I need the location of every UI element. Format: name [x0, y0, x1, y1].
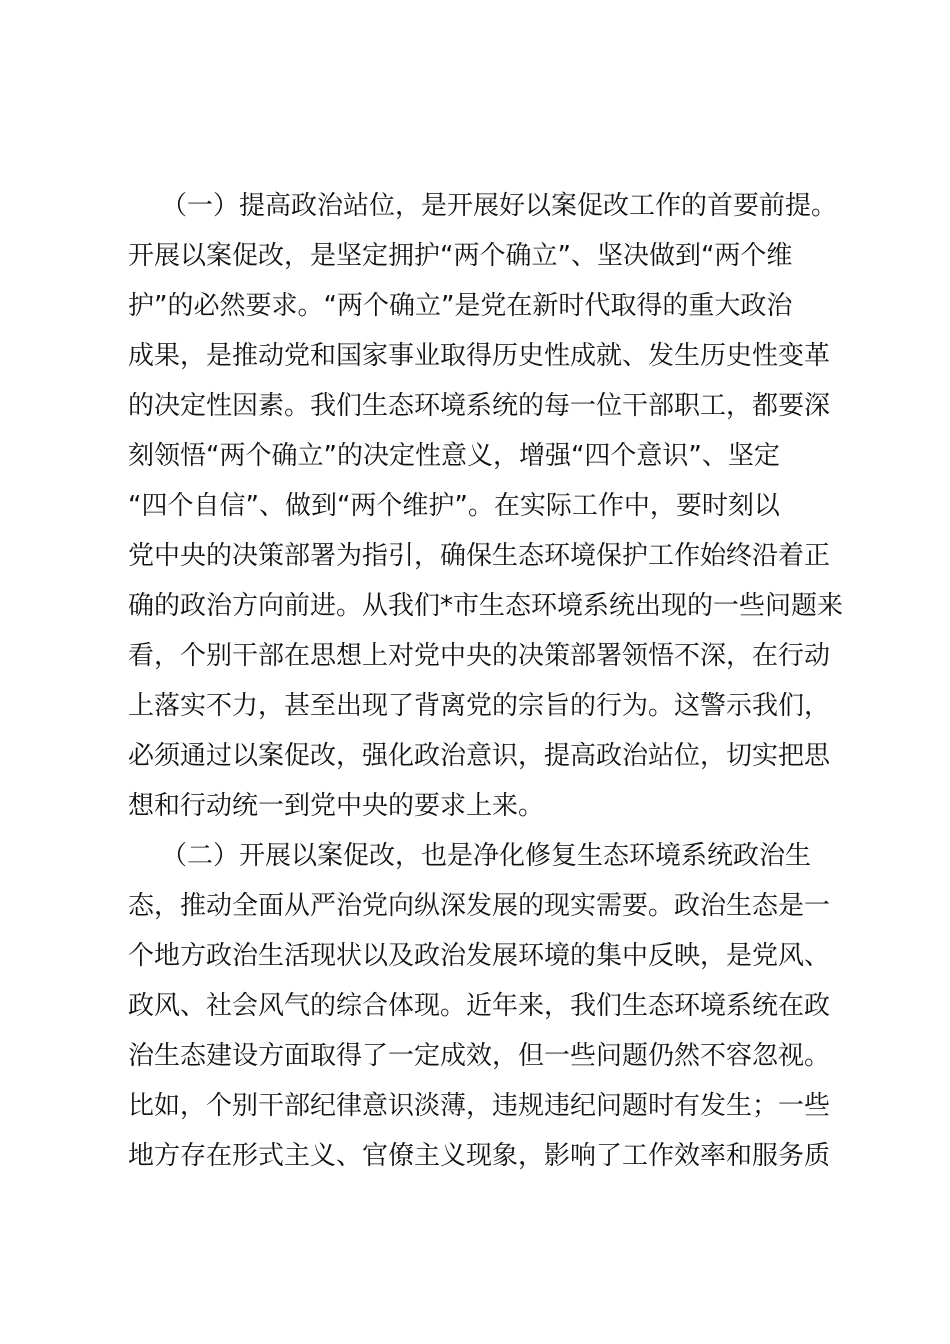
text-line: 看，个别干部在思想上对党中央的决策部署领悟不深，在行动 — [128, 641, 831, 671]
text-line: 地方存在形式主义、官僚主义现象，影响了工作效率和服务质 — [128, 1141, 831, 1171]
text-line: 刻领悟“两个确立”的决定性意义，增强“四个意识”、坚定 — [128, 441, 780, 471]
text-line: 比如，个别干部纪律意识淡薄，违规违纪问题时有发生；一些 — [128, 1091, 831, 1121]
text-line: 态，推动全面从严治党向纵深发展的现实需要。政治生态是一 — [128, 891, 831, 921]
text-line: 党中央的决策部署为指引，确保生态环境保护工作始终沿着正 — [128, 541, 831, 571]
text-line: 个地方政治生活现状以及政治发展环境的集中反映，是党风、 — [128, 941, 831, 971]
text-line: （二）开展以案促改，也是净化修复生态环境系统政治生 — [128, 841, 812, 871]
text-line: “四个自信”、做到“两个维护”。在实际工作中，要时刻以 — [128, 491, 780, 521]
text-line: 的决定性因素。我们生态环境系统的每一位干部职工，都要深 — [128, 391, 831, 421]
text-line: 必须通过以案促改，强化政治意识，提高政治站位，切实把思 — [128, 741, 831, 771]
text-line: （一）提高政治站位，是开展好以案促改工作的首要前提。 — [128, 191, 838, 221]
text-line: 治生态建设方面取得了一定成效，但一些问题仍然不容忽视。 — [128, 1041, 831, 1071]
text-line: 政风、社会风气的综合体现。近年来，我们生态环境系统在政 — [128, 991, 831, 1021]
text-line: 上落实不力，甚至出现了背离党的宗旨的行为。这警示我们， — [128, 691, 831, 721]
text-line: 确的政治方向前进。从我们*市生态环境系统出现的一些问题来 — [128, 591, 844, 621]
text-line: 开展以案促改，是坚定拥护“两个确立”、坚决做到“两个维 — [128, 241, 793, 271]
text-line: 护”的必然要求。“两个确立”是党在新时代取得的重大政治 — [128, 291, 793, 321]
text-line: 成果，是推动党和国家事业取得历史性成就、发生历史性变革 — [128, 341, 831, 371]
text-line: 想和行动统一到党中央的要求上来。 — [128, 791, 545, 821]
